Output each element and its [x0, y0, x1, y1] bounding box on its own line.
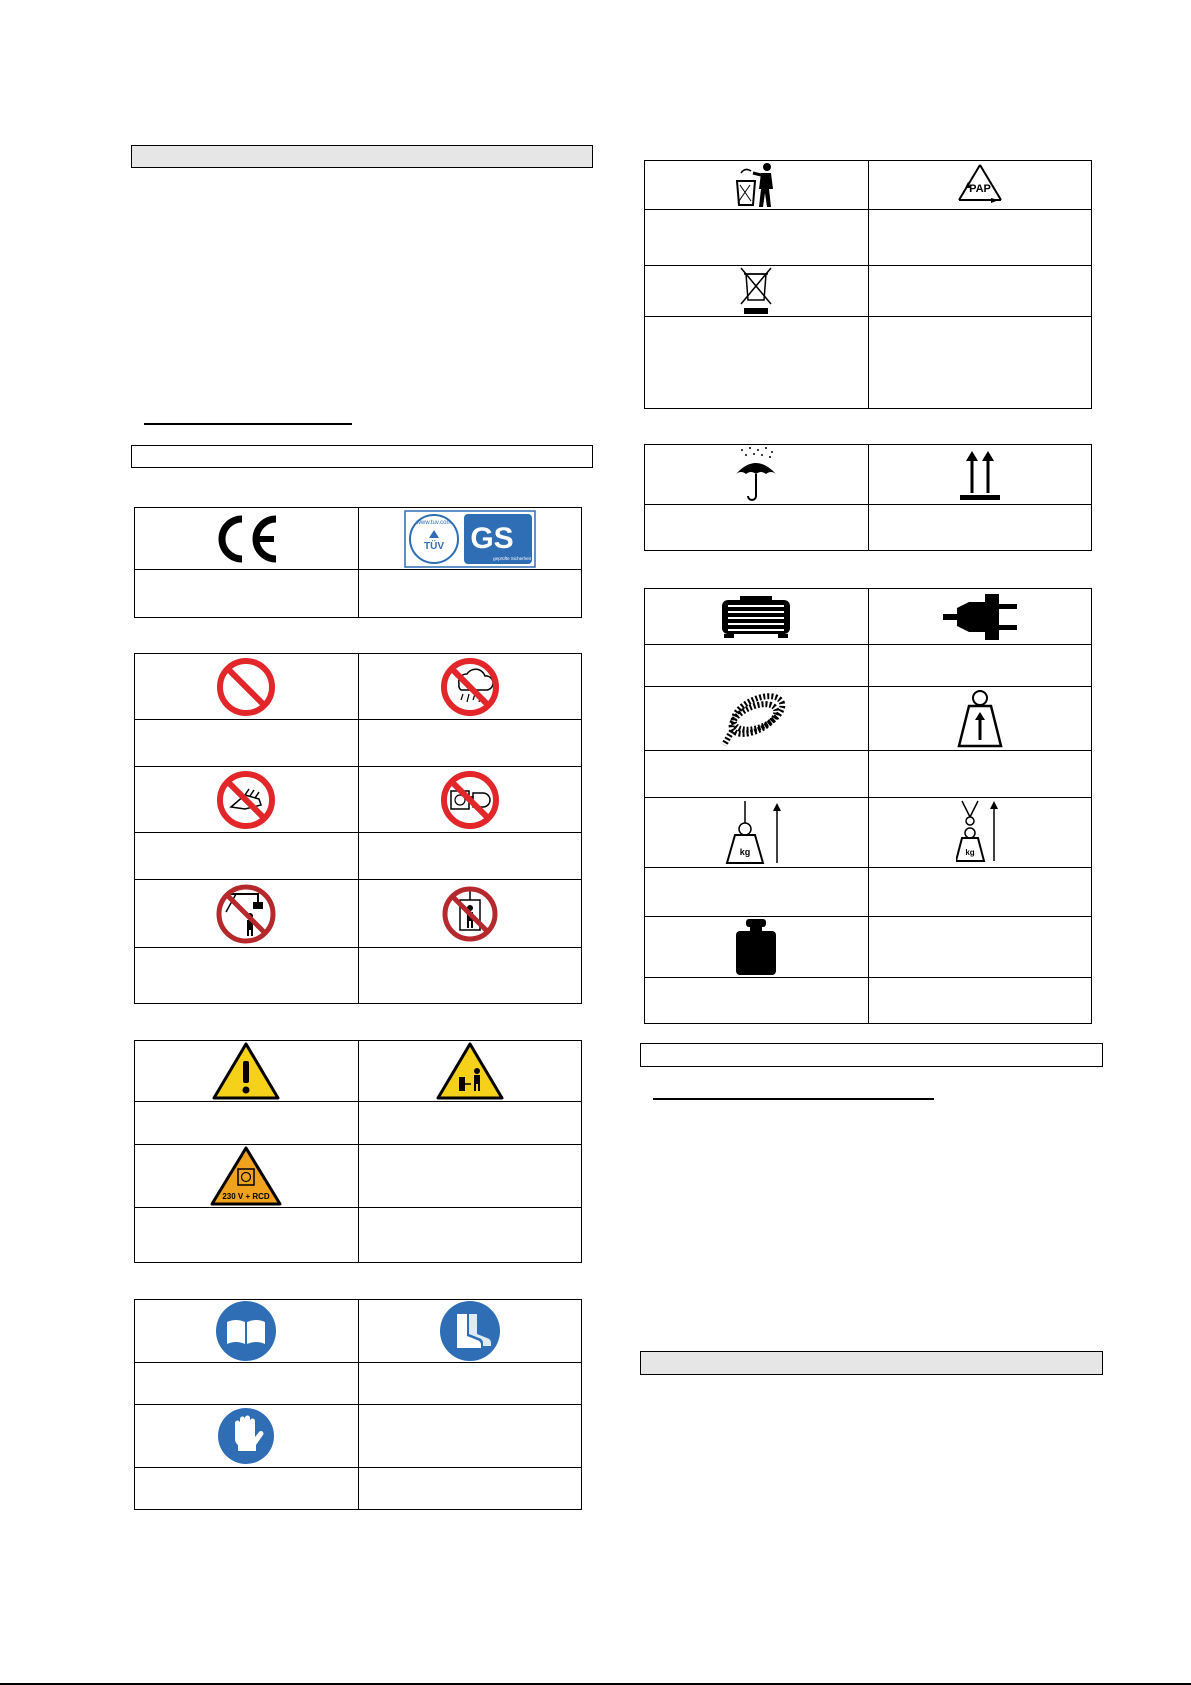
empty-cell — [358, 1145, 582, 1208]
packaging-symbols-table — [644, 444, 1092, 551]
empty-cell — [868, 505, 1092, 551]
no-under-load-cell — [135, 880, 359, 948]
warning-rcd-cell — [135, 1145, 359, 1208]
empty-cell — [645, 645, 869, 687]
steel-rope-icon — [718, 689, 794, 749]
crossed-out-bin-icon — [736, 266, 776, 316]
general-prohibition-icon — [215, 656, 277, 718]
empty-cell — [645, 868, 869, 917]
tuv-gs-certification-icon — [404, 510, 536, 568]
section-header-bar-2 — [131, 445, 593, 468]
no-touch-cell — [135, 767, 359, 833]
this-way-up-arrows-icon — [958, 447, 1002, 503]
no-standing-under-load-icon — [214, 882, 278, 946]
gs-caption-text: geprüfte Sicherheit — [492, 555, 531, 561]
single-line-load-icon — [721, 799, 791, 867]
section-header-bar-3 — [640, 1043, 1103, 1067]
empty-cell — [135, 570, 359, 618]
warning-230v-rcd-icon — [209, 1145, 283, 1207]
no-socket-cell — [358, 767, 582, 833]
kg-text-1: kg — [739, 846, 751, 857]
keep-dry-cell — [645, 445, 869, 505]
tuv-url-text: www.tuv.com — [416, 519, 452, 526]
electric-motor-icon — [718, 594, 794, 640]
empty-cell — [358, 720, 582, 767]
waste-bin-cell — [645, 161, 869, 210]
plug-cell — [868, 589, 1092, 645]
load-capacity-icon — [955, 688, 1005, 750]
no-rain-cell — [358, 654, 582, 720]
max-load-cell — [868, 687, 1092, 751]
empty-cell — [135, 833, 359, 880]
ce-mark-cell — [135, 508, 359, 570]
dispose-waste-bin-icon — [733, 161, 779, 209]
section-header-bar-1 — [131, 145, 593, 168]
empty-cell — [358, 570, 582, 618]
no-touching-icon — [215, 769, 277, 831]
rope-cell — [645, 687, 869, 751]
empty-cell — [868, 210, 1092, 266]
empty-cell — [645, 210, 869, 266]
pap-text: PAP — [968, 183, 991, 195]
single-line-load-cell — [645, 798, 869, 868]
tuv-brand-text: TÜV — [423, 540, 444, 552]
recycle-pap-cell — [868, 161, 1092, 210]
empty-cell — [358, 1102, 582, 1145]
motor-cell — [645, 589, 869, 645]
empty-cell — [358, 1468, 582, 1510]
read-manual-icon — [215, 1300, 277, 1362]
tuv-gs-cell — [358, 508, 582, 570]
ce-mark-icon — [210, 513, 282, 565]
weight-cell — [645, 917, 869, 978]
technical-symbols-table — [644, 588, 1092, 1024]
safety-gloves-icon — [217, 1407, 275, 1465]
no-rain-icon — [439, 656, 501, 718]
warning-suspended-load-icon — [435, 1041, 505, 1101]
warning-symbols-table — [134, 1040, 582, 1263]
safety-boots-cell — [358, 1300, 582, 1363]
mandatory-symbols-table — [134, 1299, 582, 1510]
general-warning-icon — [211, 1041, 281, 1101]
empty-cell — [645, 505, 869, 551]
certification-symbols-table — [134, 507, 582, 618]
safety-boots-icon — [439, 1300, 501, 1362]
no-person-transport-icon — [440, 884, 500, 944]
pulley-load-icon — [956, 799, 1004, 867]
no-plug-socket-icon — [439, 769, 501, 831]
empty-cell — [135, 1208, 359, 1263]
empty-cell — [135, 948, 359, 1004]
empty-cell — [868, 266, 1092, 317]
weight-icon — [732, 917, 780, 977]
empty-cell — [645, 978, 869, 1024]
gloves-cell — [135, 1405, 359, 1468]
empty-cell — [358, 948, 582, 1004]
empty-cell — [868, 751, 1092, 798]
warning-load-cell — [358, 1041, 582, 1102]
empty-cell — [358, 1208, 582, 1263]
pulley-load-cell — [868, 798, 1092, 868]
empty-cell — [868, 978, 1092, 1024]
weee-cell — [645, 266, 869, 317]
prohibition-cell — [135, 654, 359, 720]
empty-cell — [358, 1363, 582, 1405]
prohibition-symbols-table — [134, 653, 582, 1004]
empty-cell — [135, 1102, 359, 1145]
rcd-label-text: 230 V + RCD — [222, 1192, 270, 1201]
empty-cell — [868, 868, 1092, 917]
empty-cell — [358, 1405, 582, 1468]
subheading-underline-1 — [144, 423, 352, 425]
read-manual-cell — [135, 1300, 359, 1363]
recycling-pap-icon — [955, 162, 1005, 208]
gs-text: GS — [470, 521, 514, 555]
this-way-up-cell — [868, 445, 1092, 505]
empty-cell — [868, 645, 1092, 687]
empty-cell — [868, 317, 1092, 409]
empty-cell — [645, 317, 869, 409]
empty-cell — [135, 1468, 359, 1510]
power-plug-icon — [941, 590, 1019, 644]
keep-dry-umbrella-icon — [732, 446, 780, 504]
kg-text-2: kg — [965, 847, 975, 857]
empty-cell — [358, 833, 582, 880]
empty-cell — [868, 917, 1092, 978]
no-persons-lift-cell — [358, 880, 582, 948]
empty-cell — [135, 1363, 359, 1405]
empty-cell — [135, 720, 359, 767]
warning-cell — [135, 1041, 359, 1102]
disposal-symbols-table — [644, 160, 1092, 409]
empty-cell — [645, 751, 869, 798]
section-header-bar-4 — [640, 1351, 1103, 1375]
subheading-underline-2 — [653, 1098, 934, 1100]
